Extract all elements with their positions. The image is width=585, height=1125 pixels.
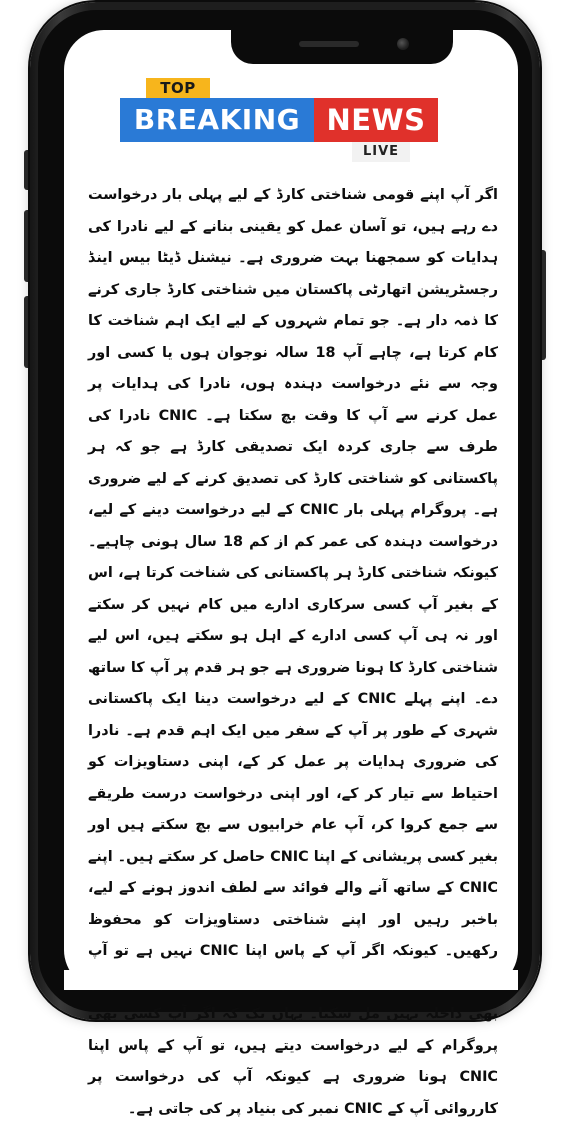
logo-news-label: NEWS — [314, 98, 438, 142]
phone-notch — [231, 30, 453, 64]
article-paragraph: اگر آپ اپنے قومی شناختی کارڈ کے لیے پہلی بار درخواست دے رہے ہیں، تو آسان عمل کو یقینی بنانے کے لیے نادرا کی ہدایات کو سمجھنا بہت ضروری ہے۔ نیشنل ڈیٹا بیس اینڈ رجسٹریشن اتھارٹی پاکستان میں شناختی کارڈ جاری کرنے کا ذمہ دار ہے۔ جو تمام شہروں کے لیے ایک اہم شناخت کا کام کرتا ہے، چاہے آپ 18 سالہ نوجوان ہوں یا کسی اور وجہ سے نئے درخواست دہندہ ہوں، نادرا کی ہدایات پر عمل کرنے سے آپ کا وقت بچ سکتا ہے۔ CNIC نادرا کی طرف سے جاری کردہ ایک تصدیقی کارڈ ہے جو کہ ہر پاکستانی کو شناختی کارڈ کی تصدیق کرنے کے لیے ضروری ہے۔ پروگرام پہلی بار CNIC کے لیے درخواست دینے کے لیے، درخواست دہندہ کی عمر کم از کم 18 سال ہونی چاہیے۔ کیونکہ شناختی کارڈ ہر پاکستانی کی شناخت کرتا ہے، اس کے بغیر آپ کسی سرکاری ادارے میں کام نہیں کر سکتے اور نہ ہی آپ کسی ادارے کے اہل ہو سکتے ہیں، اس لیے شناختی کارڈ کا ہونا ضروری ہے جو ہر قدم پر آپ کا ساتھ دے۔ اپنے پہلے CNIC کے لیے درخواست دینا ایک پاکستانی شہری کے طور پر آپ کے سفر میں ایک اہم قدم ہے۔ نادرا کی ضروری ہدایات پر عمل کر کے، اپنی دستاویزات کو احتیاط سے تیار کر کے، اور اپنی درخواست درست طریقے سے جمع کروا کر، آپ عام خرابیوں سے بچ سکتے ہیں اور بغیر کسی پریشانی کے اپنا CNIC حاصل کر سکتے ہیں۔ اپنے CNIC کے ساتھ آنے والے فوائد سے لطف اندوز ہونے کے لیے، باخبر رہیں اور اپنے شناختی دستاویزات کو محفوظ رکھیں۔ کیونکہ اگر آپ کے پاس اپنا CNIC نہیں ہے تو آپ بھی داخلہ نہیں مل سکتا۔ یہاں تک کہ اگر آپ کسی بھی پروگرام کے لیے درخواست دیتے ہیں، تو آپ کے پاس اپنا CNIC ہونا ضروری ہے کیونکہ آپ کی درخواست پر کارروائی آپ کے CNIC نمبر کی بنیاد پر کی جاتی ہے۔ — [88, 187, 499, 1117]
speaker-grille — [299, 41, 359, 47]
front-camera-icon — [397, 38, 409, 50]
logo-top-label: TOP — [146, 78, 210, 98]
logo-breaking-label: BREAKING — [120, 98, 314, 142]
breaking-news-logo — [120, 78, 440, 158]
logo-live-label: LIVE — [352, 142, 410, 162]
phone-screen — [64, 30, 518, 1117]
home-indicator-area — [64, 970, 518, 990]
